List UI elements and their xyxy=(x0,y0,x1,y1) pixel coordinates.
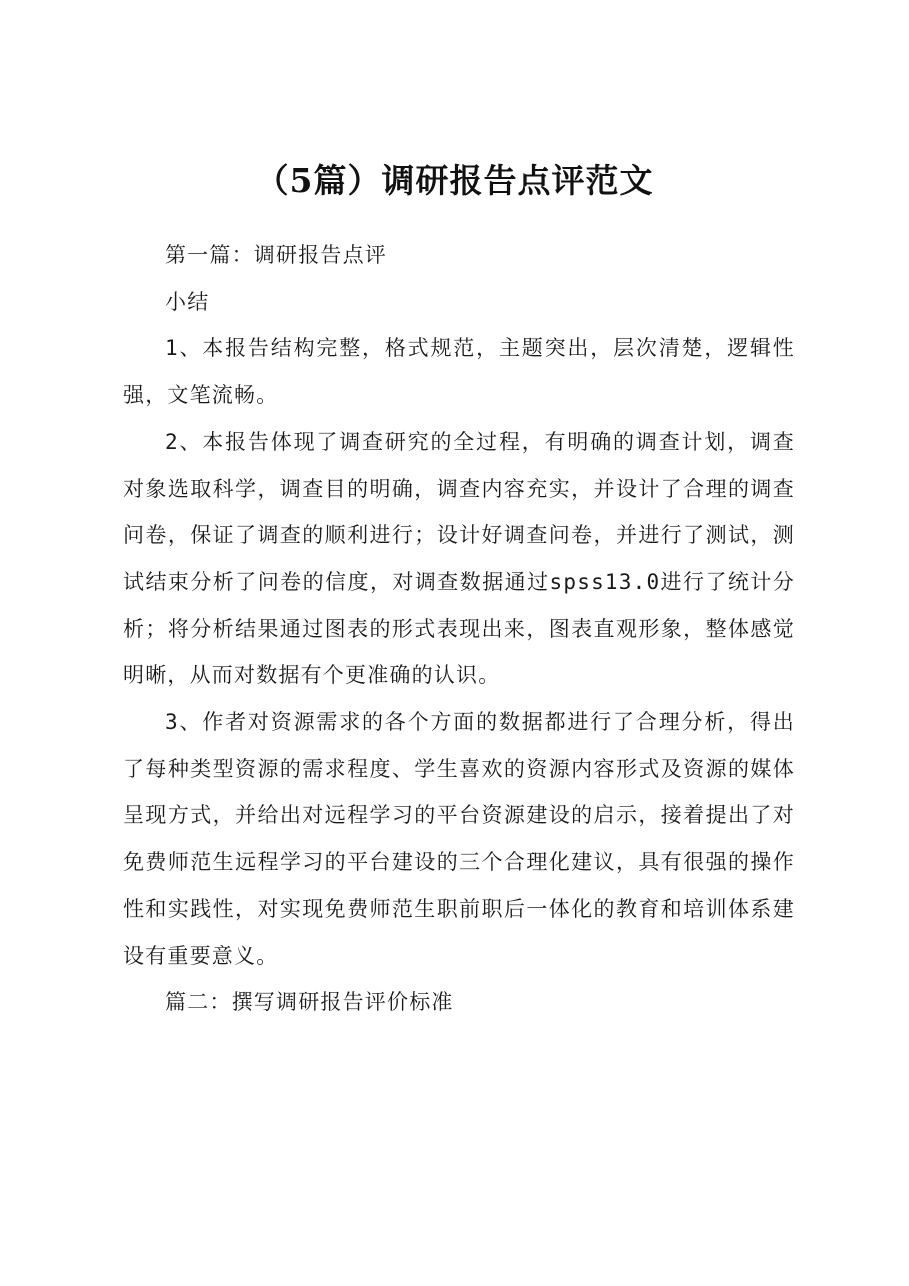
paragraph-point-2: 2、本报告体现了调查研究的全过程，有明确的调查计划，调查对象选取科学，调查目的明确，调查内容充实，并设计了合理的调查问卷，保证了调查的顺利进行；设计好调查问卷，并进行了测试，测试结束分析了问卷的信度，对调查数据通过spss13.0进行了统计分析；将分析结果通过图表的形式表现出来，图表直观形象，整体感觉明晰，从而对数据有个更准确的认识。 xyxy=(123,429,795,688)
document-body xyxy=(123,232,795,1026)
section-heading-2: 篇二：撰写调研报告评价标准 xyxy=(165,990,454,1015)
page-title: （5篇）调研报告点评范文 xyxy=(255,161,654,200)
subheading-summary: 小结 xyxy=(165,289,210,314)
paragraph-point-1: 1、本报告结构完整，格式规范，主题突出，层次清楚，逻辑性强，文笔流畅。 xyxy=(123,336,795,408)
paragraph-point-3: 3、作者对资源需求的各个方面的数据都进行了合理分析，得出了每种类型资源的需求程度、学生喜欢的资源内容形式及资源的媒体呈现方式，并给出对远程学习的平台资源建设的启示，接着提出了对免费师范生远程学习的平台建设的三个合理化建议，具有很强的操作性和实践性，对实现免费师范生职前职后一体化的教育和培训体系建设有重要意义。 xyxy=(123,710,795,968)
section-heading-1: 第一篇：调研报告点评 xyxy=(165,243,387,267)
